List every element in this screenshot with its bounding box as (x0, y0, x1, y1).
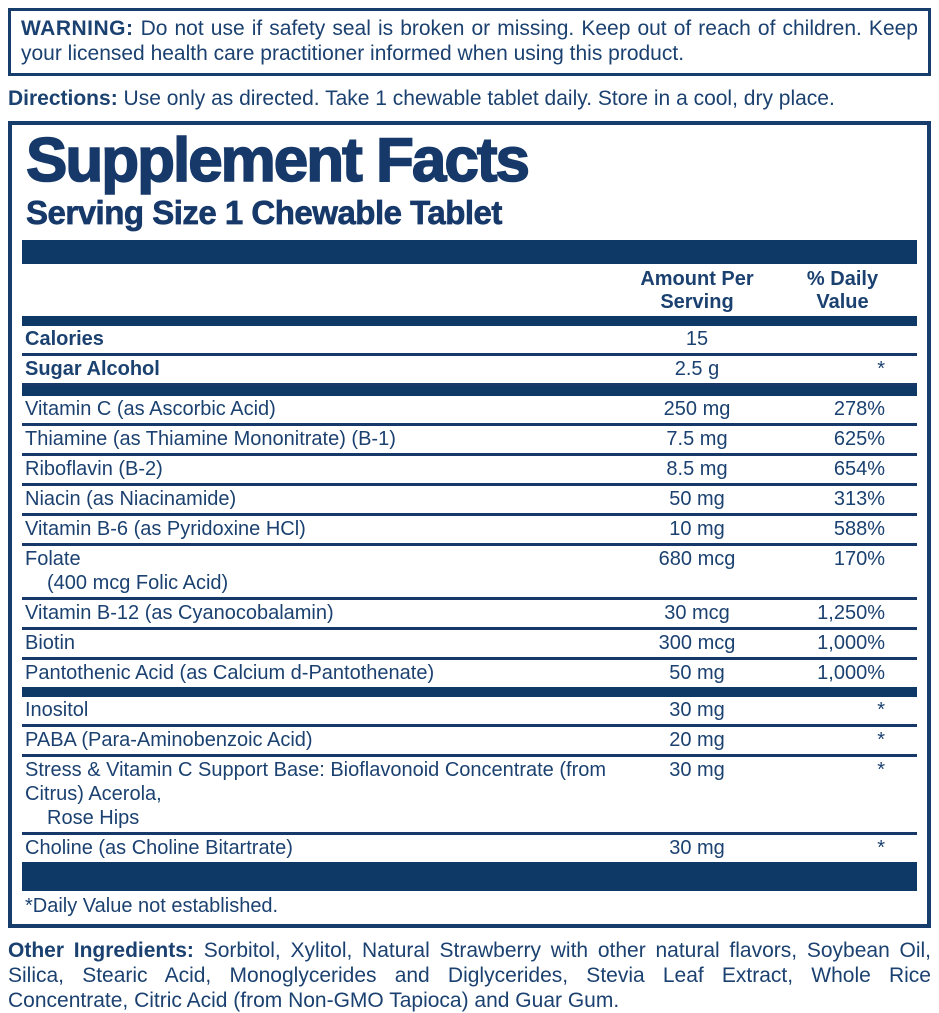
row-daily-value: 588% (833, 518, 885, 540)
row-label: Stress & Vitamin C Support Base: Bioflavonoid Concentrate (from Citrus) Acerola, Rose Hips (25, 759, 607, 829)
row-daily-value: 278% (833, 398, 885, 420)
footnote: *Daily Value not established. (25, 895, 279, 917)
row-amount: 30 mcg (664, 602, 730, 624)
row-label: Folate (400 mcg Folic Acid) (25, 548, 229, 594)
table-row (22, 660, 917, 687)
row-amount: 2.5 g (674, 358, 720, 380)
row-amount: 30 mg (669, 699, 725, 721)
table-row (22, 516, 917, 546)
directions-text: Use only as directed. Take 1 chewable tablet daily. Store in a cool, dry place. (123, 87, 835, 110)
row-daily-value: 1,250% (817, 602, 885, 624)
row-amount: 680 mcg (658, 548, 736, 570)
other-ingredients-text: Sorbitol, Xylitol, Natural Strawberry with other natural flavors, Soybean Oil, Silica, Stearic Acid, Monoglycerides and Diglycerides, Stevia Leaf Extract, Whole Rice Concentrate, Citric Acid (from Non-GMO Tapioca) and Guar Gum. (8, 939, 931, 1012)
row-amount: 250 mg (663, 398, 731, 420)
row-amount: 30 mg (669, 837, 725, 859)
row-daily-value: 654% (833, 458, 885, 480)
row-label: Biotin (25, 632, 76, 654)
serving-size: Serving Size 1 Chewable Tablet (26, 194, 502, 231)
column-header-amount: Amount Per Serving (640, 268, 754, 313)
calories-section (22, 326, 917, 386)
row-amount: 300 mcg (658, 632, 736, 654)
row-label: Calories (25, 328, 104, 350)
row-amount: 8.5 mg (666, 458, 728, 480)
row-amount: 7.5 mg (666, 428, 728, 450)
row-daily-value: 625% (833, 428, 885, 450)
table-row (22, 486, 917, 516)
table-row (22, 326, 917, 356)
other-ingredients-label: Other Ingredients: (8, 939, 194, 962)
vitamins-section (22, 396, 917, 687)
other-ingredients (8, 938, 931, 1013)
table-row (22, 697, 917, 727)
table-row (22, 835, 917, 862)
table-row (22, 396, 917, 426)
row-label: Thiamine (as Thiamine Mononitrate) (B-1) (25, 428, 396, 450)
separator-bar-header (22, 316, 917, 326)
row-label: Pantothenic Acid (as Calcium d-Pantothenate) (25, 662, 435, 684)
row-amount: 30 mg (669, 759, 725, 781)
separator-bar-middle-2 (22, 687, 917, 697)
row-daily-value: 313% (833, 488, 885, 510)
supplement-label (0, 8, 939, 1012)
row-daily-value: 1,000% (817, 632, 885, 654)
table-row (22, 546, 917, 600)
row-label: Inositol (25, 699, 89, 721)
table-row (22, 630, 917, 660)
table-row (22, 456, 917, 486)
row-amount: 10 mg (669, 518, 725, 540)
row-label: Vitamin B-12 (as Cyanocobalamin) (25, 602, 334, 624)
other-nutrients-section (22, 697, 917, 862)
separator-bar-bottom (22, 862, 917, 891)
table-row (22, 356, 917, 386)
column-header-daily: % Daily Value (806, 268, 879, 313)
row-daily-value: * (877, 837, 885, 859)
table-row (22, 757, 917, 835)
separator-bar-middle-1 (22, 386, 917, 396)
table-row (22, 600, 917, 630)
directions (8, 87, 931, 111)
row-label: Niacin (as Niacinamide) (25, 488, 237, 510)
row-label: Vitamin C (as Ascorbic Acid) (25, 398, 276, 420)
row-daily-value: * (877, 729, 885, 751)
warning-label: WARNING: (21, 17, 134, 40)
row-daily-value: 170% (833, 548, 885, 570)
row-label: Choline (as Choline Bitartrate) (25, 837, 293, 859)
row-amount: 15 (685, 328, 709, 350)
column-header-row (22, 264, 917, 316)
row-daily-value: * (877, 699, 885, 721)
row-amount: 20 mg (669, 729, 725, 751)
row-label: Vitamin B-6 (as Pyridoxine HCl) (25, 518, 306, 540)
separator-bar-top (22, 240, 917, 264)
row-daily-value: * (877, 358, 885, 380)
row-label: Riboflavin (B-2) (25, 458, 163, 480)
table-row (22, 727, 917, 757)
warning-box (8, 8, 931, 76)
row-label: PABA (Para-Aminobenzoic Acid) (25, 729, 313, 751)
row-amount: 50 mg (669, 488, 725, 510)
row-daily-value: * (877, 759, 885, 781)
row-daily-value: 1,000% (817, 662, 885, 684)
table-row (22, 426, 917, 456)
supplement-facts-panel (8, 121, 931, 928)
supplement-facts-title: Supplement Facts (26, 126, 528, 195)
directions-label: Directions: (8, 87, 118, 110)
warning-text: Do not use if safety seal is broken or missing. Keep out of reach of children. Keep your licensed health care practitioner informed when using this product. (21, 17, 918, 65)
row-amount: 50 mg (669, 662, 725, 684)
row-label: Sugar Alcohol (25, 358, 160, 380)
